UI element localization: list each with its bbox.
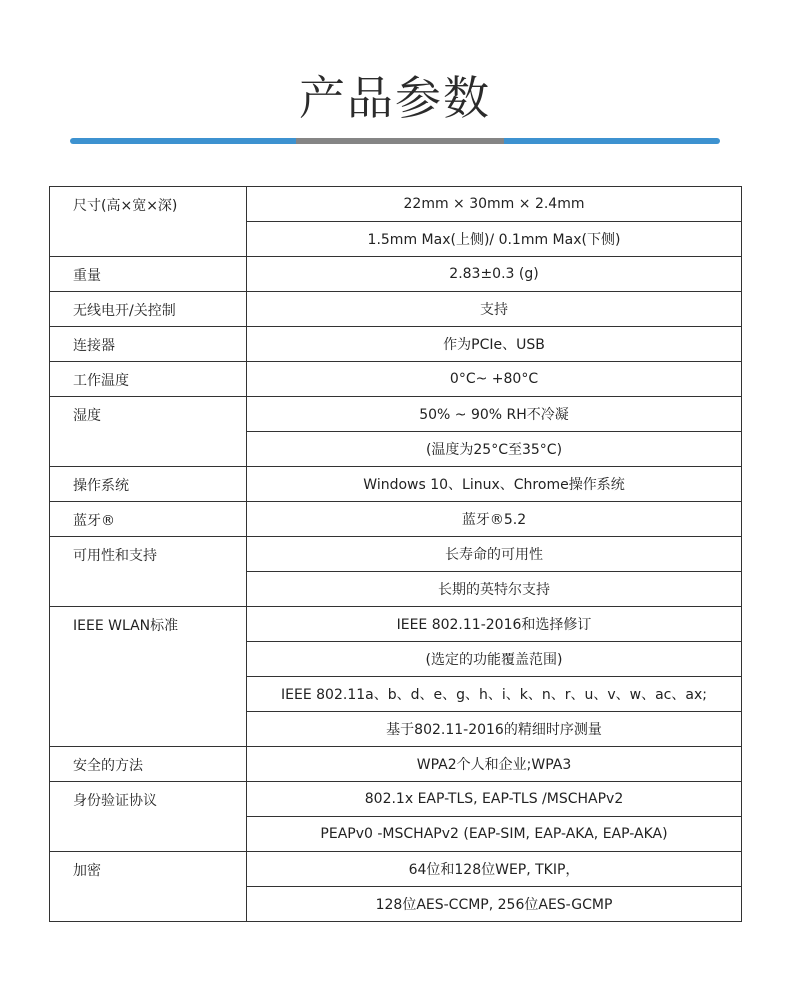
spec-row [50, 782, 742, 817]
spec-row [50, 537, 742, 572]
spec-value: 长寿命的可用性 [247, 537, 742, 572]
spec-value: WPA2个人和企业;WPA3 [247, 747, 742, 782]
spec-row [50, 327, 742, 362]
spec-label: 操作系统 [50, 467, 247, 502]
spec-value: (温度为25°C至35°C) [247, 432, 742, 467]
page-title: 产品参数 [299, 71, 491, 125]
spec-value: 支持 [247, 292, 742, 327]
spec-row [50, 187, 742, 222]
title-underline-middle [296, 138, 504, 144]
spec-value: (选定的功能覆盖范围) [247, 642, 742, 677]
spec-value: 作为PCIe、USB [247, 327, 742, 362]
spec-value: 蓝牙®5.2 [247, 502, 742, 537]
spec-label: 连接器 [50, 327, 247, 362]
spec-value: 50% ~ 90% RH不冷凝 [247, 397, 742, 432]
spec-value: 1.5mm Max(上侧)/ 0.1mm Max(下侧) [247, 222, 742, 257]
spec-value: 22mm × 30mm × 2.4mm [247, 187, 742, 222]
spec-row [50, 747, 742, 782]
spec-value: 2.83±0.3 (g) [247, 257, 742, 292]
spec-row [50, 362, 742, 397]
spec-row [50, 852, 742, 887]
spec-label: 身份验证协议 [50, 782, 247, 852]
spec-value: 128位AES-CCMP, 256位AES-GCMP [247, 887, 742, 922]
spec-row [50, 397, 742, 432]
spec-row [50, 292, 742, 327]
spec-label: 尺寸(高×宽×深) [50, 187, 247, 257]
spec-value: 64位和128位WEP, TKIP， [247, 852, 742, 887]
spec-value: PEAPv0 -MSCHAPv2 (EAP-SIM, EAP-AKA, EAP-AKA) [247, 817, 742, 852]
spec-row [50, 257, 742, 292]
spec-label: 重量 [50, 257, 247, 292]
spec-table-body [50, 187, 742, 922]
title-underline-right [504, 138, 720, 144]
spec-label: 安全的方法 [50, 747, 247, 782]
spec-value: 802.1x EAP-TLS, EAP-TLS /MSCHAPv2 [247, 782, 742, 817]
spec-label: 工作温度 [50, 362, 247, 397]
spec-label: 无线电开/关控制 [50, 292, 247, 327]
spec-value: Windows 10、Linux、Chrome操作系统 [247, 467, 742, 502]
spec-row [50, 502, 742, 537]
spec-value: 基于802.11-2016的精细时序测量 [247, 712, 742, 747]
spec-row [50, 607, 742, 642]
spec-label: 湿度 [50, 397, 247, 467]
spec-label: 蓝牙® [50, 502, 247, 537]
spec-label: 加密 [50, 852, 247, 922]
spec-value: 0°C~ +80°C [247, 362, 742, 397]
title-underline-left [70, 138, 296, 144]
spec-row [50, 467, 742, 502]
spec-value: IEEE 802.11a、b、d、e、g、h、i、k、n、r、u、v、w、ac、ax; [247, 677, 742, 712]
spec-table [49, 186, 742, 922]
spec-value: 长期的英特尔支持 [247, 572, 742, 607]
spec-value: IEEE 802.11-2016和选择修订 [247, 607, 742, 642]
spec-label: IEEE WLAN标准 [50, 607, 247, 747]
spec-label: 可用性和支持 [50, 537, 247, 607]
